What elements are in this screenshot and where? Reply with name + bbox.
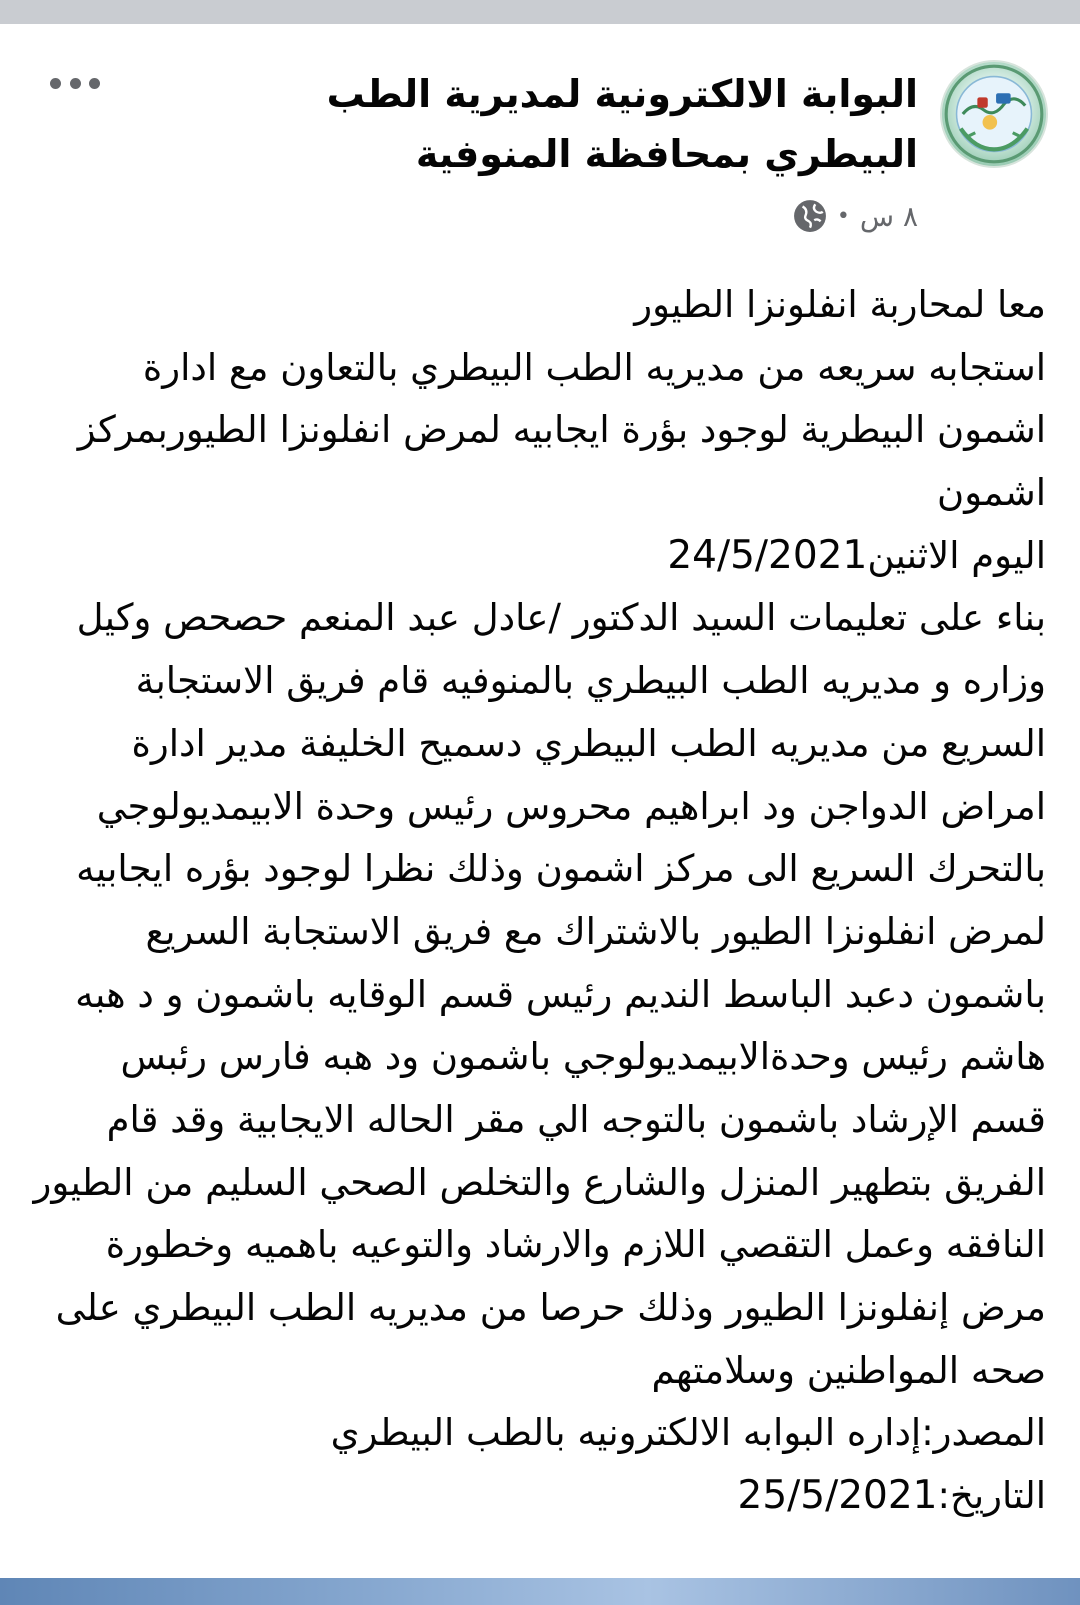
post-line: بالتحرك السريع الى مركز اشمون وذلك نظرا لوجود بؤره ايجابيه <box>76 847 1046 891</box>
post-line: هاشم رئيس وحدةالابيمديولوجي باشمون ود هبه فارس رئبس <box>120 1035 1046 1079</box>
post-line: امراض الدواجن ود ابراهيم محروس رئيس وحدة الابيمديولوجي <box>96 784 1046 828</box>
more-dots-icon <box>70 78 81 89</box>
post-line: صحه المواطنين وسلامتهم <box>651 1348 1046 1392</box>
post-line: وزاره و مديريه الطب البيطري بالمنوفيه قام فريق الاستجابة <box>135 659 1046 703</box>
veterinary-logo-icon <box>942 62 1046 166</box>
day-label: اليوم الاثنين <box>867 533 1046 577</box>
post-line: اشمون <box>937 471 1046 515</box>
post-day-line <box>46 525 1046 588</box>
date-value: 25/5/2021 <box>737 1473 938 1519</box>
post-line: النافقه وعمل التقصي اللازم والارشاد والتوعيه باهميه وخطورة <box>105 1223 1046 1267</box>
post-line: بناء على تعليمات السيد الدكتور /عادل عبد المنعم حصحص وكيل <box>76 596 1046 640</box>
post-line: قسم الإرشاد باشمون بالتوجه الي مقر الحاله الايجابية وقد قام <box>106 1097 1046 1141</box>
date-label: التاريخ: <box>937 1474 1046 1518</box>
post-line: الفريق بتطهير المنزل والشارع والتخلص الصحي السليم من الطيور <box>33 1160 1046 1204</box>
page-avatar[interactable] <box>940 60 1048 168</box>
post-line: معا لمحاربة انفلونزا الطيور <box>634 283 1046 326</box>
post-timestamp[interactable]: ٨ س <box>859 199 918 233</box>
page-name[interactable]: البوابة الالكترونية لمديرية الطب البيطري بمحافظة المنوفية <box>326 72 918 176</box>
globe-icon[interactable] <box>793 199 827 233</box>
post-line: اشمون البيطرية لوجود بؤرة ايجابيه لمرض انفلونزا الطيوربمركز <box>77 408 1046 452</box>
post-date-line <box>46 1465 1046 1528</box>
post-line: باشمون دعبد الباسط النديم رئيس قسم الوقايه باشمون و د هبه <box>75 972 1046 1016</box>
more-dots-icon <box>89 78 100 89</box>
post-line: مرض إنفلونزا الطيور وذلك حرصا من مديريه الطب البيطري على <box>55 1286 1046 1329</box>
meta-separator: • <box>836 203 850 229</box>
post-line: استجابه سريعه من مديريه الطب البيطري بالتعاون مع ادارة <box>142 345 1046 389</box>
post-meta <box>793 196 918 236</box>
post-body <box>33 274 1046 1528</box>
facebook-post <box>0 24 1080 1578</box>
post-line: المصدر:إداره البوابه الالكترونيه بالطب البيطري <box>330 1411 1046 1455</box>
bottom-image-strip <box>0 1578 1080 1605</box>
post-line: لمرض انفلونزا الطيور بالاشتراك مع فريق الاستجابة السريع <box>145 909 1046 953</box>
more-dots-icon <box>50 78 61 89</box>
top-status-strip <box>0 0 1080 24</box>
post-line: السريع من مديريه الطب البيطري دسميح الخليفة مدير ادارة <box>131 721 1046 765</box>
day-date: 24/5/2021 <box>667 532 868 578</box>
more-options-button[interactable] <box>50 68 100 98</box>
